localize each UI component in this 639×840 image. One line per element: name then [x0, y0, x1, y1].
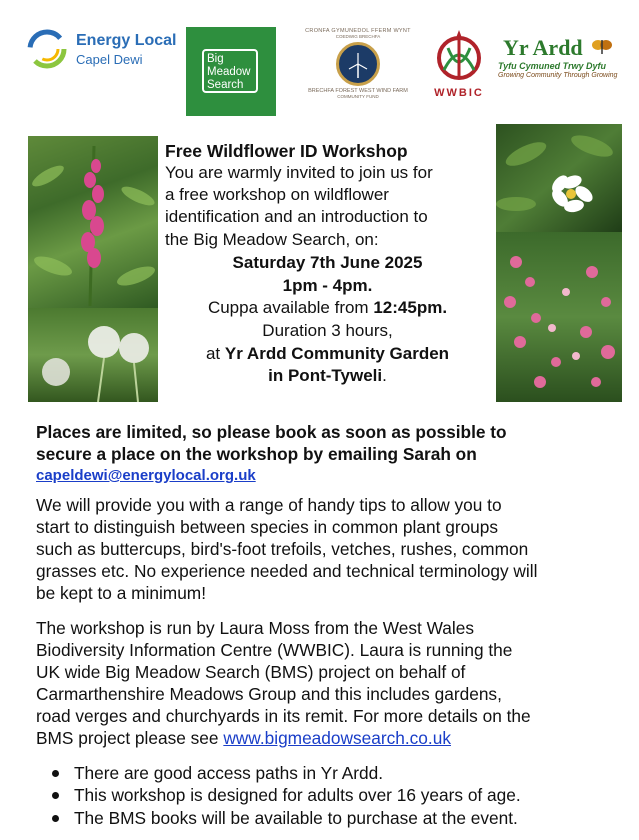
wind-turbine-seal-icon [336, 42, 380, 86]
tips-paragraph [36, 494, 612, 604]
foxglove-photo [28, 136, 158, 308]
energy-local-ring-icon [26, 28, 68, 70]
list-item [36, 762, 626, 784]
list-item [36, 784, 626, 806]
energy-local-name: Energy Local [76, 32, 177, 49]
event-duration: Duration 3 hours, [262, 321, 393, 340]
workshop-title: Free Wildflower ID Workshop [165, 141, 408, 161]
bullet-icon [52, 770, 59, 777]
organiser-line: The workshop is run by Laura Moss from the West Wales [36, 618, 474, 638]
bms-website-link[interactable]: www.bigmeadowsearch.co.uk [223, 728, 451, 748]
yr-ardd-name: Yr Ardd [503, 35, 583, 60]
tips-line: be kept to a minimum! [36, 583, 207, 603]
butterfly-icon [591, 37, 613, 57]
intro-line-3: identification and an introduction to [165, 207, 428, 226]
bullet-icon [52, 815, 59, 822]
intro-line-2: a free workshop on wildflower [165, 185, 389, 204]
bms-prefix: BMS project please see [36, 728, 219, 748]
venue-prefix: at [205, 344, 221, 363]
event-time: 1pm - 4pm. [282, 276, 373, 295]
venue-line [165, 343, 490, 365]
bullet-text: There are good access paths in Yr Ardd. [74, 763, 384, 783]
big-meadow-search-logo [186, 27, 276, 116]
celtic-knot-tree-icon [422, 26, 496, 86]
dandelion-clocks-photo [28, 308, 158, 402]
cuppa-prefix: Cuppa available from [207, 298, 369, 317]
yr-ardd-english-tagline: Growing Community Through Growing [498, 72, 618, 79]
wwbic-logo-text: WWBIC [434, 87, 484, 99]
organiser-paragraph [36, 617, 612, 749]
event-date: Saturday 7th June 2025 [232, 253, 423, 272]
tips-line: grasses etc. No experience needed and technical terminology will [36, 561, 538, 581]
brechfa-english-sub: COMMUNITY FUND [337, 94, 379, 99]
brechfa-welsh-sub: COEDWIG BRECHFA [335, 34, 381, 39]
list-item [36, 807, 626, 829]
yr-ardd-welsh-tagline: Tyfu Cymuned Trwy Dyfu [498, 61, 607, 71]
booking-notice [36, 421, 612, 465]
tips-line: start to distinguish between species in common plant groups [36, 517, 499, 537]
organiser-line [36, 727, 612, 749]
venue-name: Yr Ardd Community Garden [224, 344, 450, 363]
wood-anemone-photo [496, 124, 622, 232]
wwbic-logo [422, 26, 496, 102]
organiser-line: Biodiversity Information Centre (WWBIC). Laura is running the [36, 640, 513, 660]
intro-line-4: the Big Meadow Search, on: [165, 230, 379, 249]
red-campion-photo [496, 232, 622, 402]
organiser-line: Carmarthenshire Meadows Group and this includes gardens, [36, 684, 502, 704]
booking-email-link[interactable]: capeldewi@energylocal.org.uk [36, 467, 256, 484]
town-suffix: . [382, 366, 387, 385]
tips-line: We will provide you with a range of handy tips to allow you to [36, 495, 502, 515]
bullet-text: The BMS books will be available to purchase at the event. [74, 807, 518, 828]
booking-line-2: secure a place on the workshop by emailing Sarah on [36, 444, 477, 464]
brechfa-welsh-name: CRONFA GYMUNEDOL FFERM WYNT [305, 28, 411, 34]
big-meadow-search-logo-text: Big Meadow Search [202, 49, 258, 93]
organiser-line: road verges and churchyards in its remit. For more details on the [36, 706, 531, 726]
tips-line: such as buttercups, bird's-foot trefoils, vetches, rushes, common [36, 539, 529, 559]
cuppa-time: 12:45pm. [373, 298, 448, 317]
wind-turbine-icon [339, 45, 377, 83]
yr-ardd-logo [497, 35, 617, 85]
booking-line-1: Places are limited, so please book as soon as possible to [36, 422, 507, 442]
info-bullet-list [36, 762, 626, 829]
energy-local-logo [26, 26, 176, 74]
brechfa-wind-farm-logo [298, 28, 418, 112]
bullet-text: This workshop is designed for adults over 16 years of age. [74, 785, 521, 806]
organiser-line: UK wide Big Meadow Search (BMS) project on behalf of [36, 662, 466, 682]
intro-line-1: You are warmly invited to join us for [165, 163, 433, 182]
town-line [165, 365, 490, 387]
brechfa-english-name: BRECHFA FOREST WEST WIND FARM [308, 88, 408, 94]
bullet-icon [52, 792, 59, 799]
town-name: in Pont-Tyweli [268, 366, 383, 385]
energy-local-place: Capel Dewi [76, 52, 143, 67]
cuppa-line [165, 297, 490, 319]
